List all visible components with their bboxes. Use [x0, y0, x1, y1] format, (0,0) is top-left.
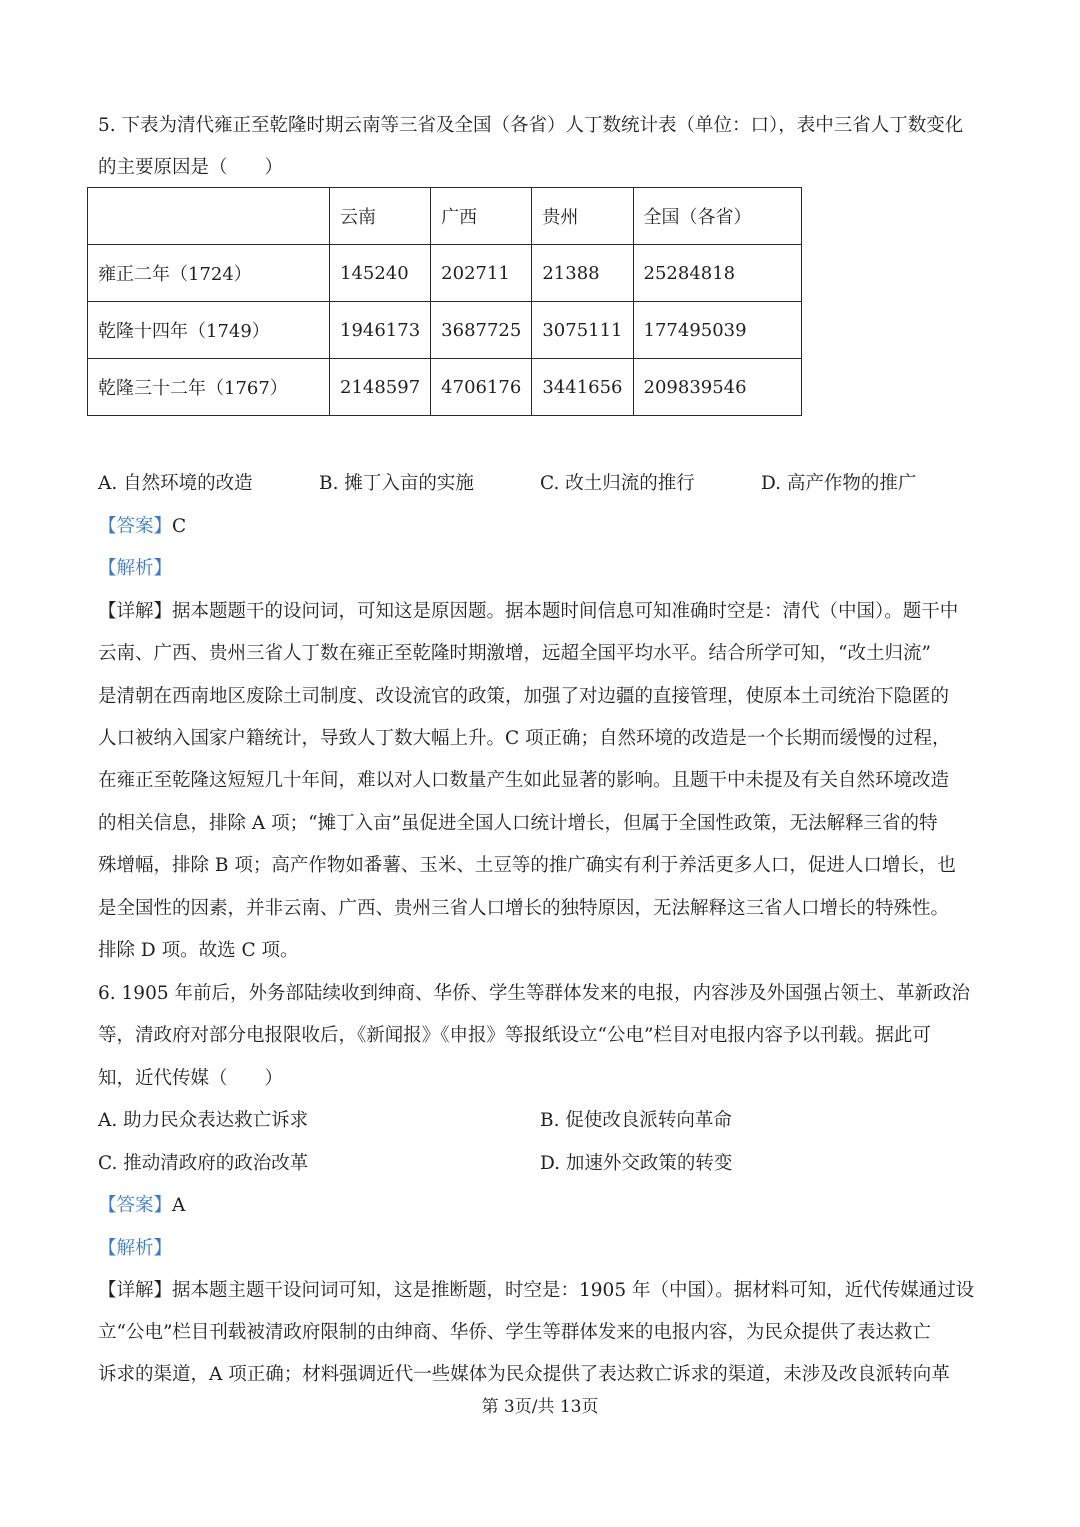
q6-option-c: C. 推动清政府的政治改革: [98, 1153, 309, 1174]
table-cell: 3687725: [431, 302, 532, 359]
table-cell: 25284818: [633, 245, 801, 302]
table-row: [88, 359, 802, 416]
q5-stem-line2: 的主要原因是（ ）: [98, 157, 284, 178]
q6-stem-line: 6. 1905 年前后，外务部陆续收到绅商、华侨、学生等群体发来的电报，内容涉及外国强占领土、革新政治: [98, 983, 970, 1004]
table-cell: 21388: [532, 245, 633, 302]
population-table: [87, 187, 802, 416]
q6-stem-line: 知，近代传媒（ ）: [98, 1068, 284, 1089]
table-cell: 广西: [431, 188, 532, 245]
answer-label: 【答案】: [98, 1195, 173, 1216]
q5-detail-line: 在雍正至乾隆这短短几十年间，难以对人口数量产生如此显著的影响。且题干中未提及有关自然环境改造: [98, 770, 950, 791]
answer-value: A: [172, 1195, 186, 1216]
table-cell: 202711: [431, 245, 532, 302]
table-cell: 贵州: [532, 188, 633, 245]
table-cell: 雍正二年（1724）: [88, 245, 330, 302]
analysis-label: 【解析】: [98, 558, 173, 579]
table-cell: 云南: [330, 188, 431, 245]
q5-detail-line: 云南、广西、贵州三省人丁数在雍正至乾隆时期激增，远超全国平均水平。结合所学可知，“改土归流”: [98, 643, 931, 664]
q5-option-a: A. 自然环境的改造: [98, 473, 253, 494]
table-cell: [88, 188, 330, 245]
table-row: [88, 302, 802, 359]
detail-label: 【详解】: [98, 1280, 173, 1301]
q5-detail-line: [98, 597, 958, 623]
answer-label: 【答案】: [98, 516, 173, 537]
q5-detail-line: 排除 D 项。故选 C 项。: [98, 940, 299, 961]
q6-detail-line: 诉求的渠道，A 项正确；材料强调近代一些媒体为民众提供了表达救亡诉求的渠道，未涉及改良派转向革: [98, 1364, 950, 1385]
page-footer: 第 3页/共 13页: [481, 1397, 599, 1417]
q6-stem-line: 等，清政府对部分电报限收后，《新闻报》《申报》等报纸设立“公电”栏目对电报内容予以刊载。据此可: [98, 1025, 931, 1046]
detail-label: 【详解】: [98, 601, 173, 622]
q6-option-d: D. 加速外交政策的转变: [540, 1153, 733, 1174]
table-cell: 1946173: [330, 302, 431, 359]
q6-option-a: A. 助力民众表达救亡诉求: [98, 1110, 309, 1131]
q5-detail-line: 的相关信息，排除 A 项；“摊丁入亩”虽促进全国人口统计增长，但属于全国性政策，无法解释三省的特: [98, 813, 938, 834]
detail-text: 据本题题干的设问词，可知这是原因题。据本题时间信息可知准确时空是：清代（中国）。题干中: [172, 601, 959, 622]
q6-answer: [98, 1191, 185, 1217]
q6-detail-line: 立“公电”栏目刊载被清政府限制的由绅商、华侨、学生等群体发来的电报内容，为民众提供了表达救亡: [98, 1322, 931, 1343]
table-header-row: [88, 188, 802, 245]
table-cell: 3075111: [532, 302, 633, 359]
detail-text: 据本题主题干设问词可知，这是推断题，时空是：1905 年（中国）。据材料可知，近代传媒通过设: [172, 1280, 975, 1301]
q5-detail-line: 殊增幅，排除 B 项；高产作物如番薯、玉米、土豆等的推广确实有利于养活更多人口，促进人口增长，也: [98, 855, 956, 876]
table-cell: 177495039: [633, 302, 801, 359]
table-cell: 乾隆三十二年（1767）: [88, 359, 330, 416]
table-cell: 145240: [330, 245, 431, 302]
q5-option-c: C. 改土归流的推行: [540, 473, 695, 494]
q5-option-d: D. 高产作物的推广: [761, 473, 917, 494]
table-cell: 乾隆十四年（1749）: [88, 302, 330, 359]
q5-analysis-label: [98, 554, 172, 580]
q6-option-b: B. 促使改良派转向革命: [540, 1110, 732, 1131]
table-row: [88, 245, 802, 302]
analysis-label: 【解析】: [98, 1238, 173, 1259]
q6-analysis-label: [98, 1234, 172, 1260]
q6-detail-line: [98, 1276, 974, 1302]
q5-detail-line: 人口被纳入国家户籍统计，导致人丁数大幅上升。C 项正确；自然环境的改造是一个长期而缓慢的过程，: [98, 728, 951, 749]
table-cell: 209839546: [633, 359, 801, 416]
table-cell: 3441656: [532, 359, 633, 416]
table-cell: 全国（各省）: [633, 188, 801, 245]
q5-option-b: B. 摊丁入亩的实施: [319, 473, 474, 494]
table-cell: 4706176: [431, 359, 532, 416]
q5-detail-line: 是清朝在西南地区废除土司制度、改设流官的政策，加强了对边疆的直接管理，使原本土司统治下隐匿的: [98, 686, 950, 707]
table-cell: 2148597: [330, 359, 431, 416]
q5-detail-line: 是全国性的因素，并非云南、广西、贵州三省人口增长的独特原因，无法解释这三省人口增长的特殊性。: [98, 898, 950, 919]
q5-stem-line1: 5. 下表为清代雍正至乾隆时期云南等三省及全国（各省）人丁数统计表（单位：口），表中三省人丁数变化: [98, 115, 964, 136]
answer-value: C: [172, 516, 187, 537]
q5-answer: [98, 512, 186, 538]
